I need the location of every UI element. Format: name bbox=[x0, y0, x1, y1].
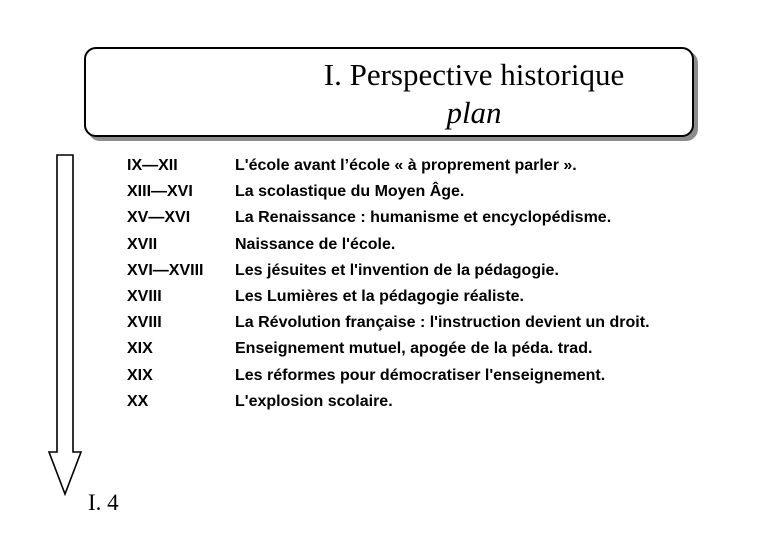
period-description: L'école avant l’école « à proprement parler ». bbox=[235, 157, 577, 175]
period-description: Enseignement mutuel, apogée de la péda. trad. bbox=[235, 340, 593, 358]
down-arrow-icon bbox=[48, 154, 82, 496]
period-description: La Révolution française : l'instruction devient un droit. bbox=[235, 314, 650, 332]
period-description: La scolastique du Moyen Âge. bbox=[235, 183, 465, 201]
list-item bbox=[127, 258, 650, 284]
period-label: XIX bbox=[127, 340, 153, 358]
period-description: L'explosion scolaire. bbox=[235, 392, 393, 410]
period-label: XX bbox=[127, 392, 149, 410]
list-item bbox=[127, 153, 650, 179]
list-item bbox=[127, 232, 650, 258]
page-subtitle: plan bbox=[446, 95, 502, 130]
period-label: XVIII bbox=[127, 314, 162, 332]
period-description: Les Lumières et la pédagogie réaliste. bbox=[235, 288, 524, 306]
list-item bbox=[127, 310, 650, 336]
list-item bbox=[127, 179, 650, 205]
period-label: IX—XII bbox=[127, 157, 178, 175]
page-title: I. Perspective historique bbox=[323, 57, 625, 92]
list-item bbox=[127, 363, 650, 389]
page-number: I. 4 bbox=[88, 490, 119, 515]
period-label: XIII—XVI bbox=[127, 183, 193, 201]
period-description: Les jésuites et l'invention de la pédagogie. bbox=[235, 261, 559, 279]
period-label: XVII bbox=[127, 235, 158, 253]
period-label: XIX bbox=[127, 366, 153, 384]
period-description: Naissance de l'école. bbox=[235, 235, 396, 253]
period-description: Les réformes pour démocratiser l'enseignement. bbox=[235, 366, 606, 384]
title-box bbox=[84, 47, 694, 137]
list-item bbox=[127, 389, 650, 415]
period-label: XVIII bbox=[127, 288, 162, 306]
period-label: XVI—XVIII bbox=[127, 261, 204, 279]
list-item bbox=[127, 336, 650, 362]
list-item bbox=[127, 284, 650, 310]
timeline-list bbox=[127, 153, 650, 415]
period-description: La Renaissance : humanisme et encyclopédisme. bbox=[235, 209, 612, 227]
period-label: XV—XVI bbox=[127, 209, 191, 227]
list-item bbox=[127, 205, 650, 231]
